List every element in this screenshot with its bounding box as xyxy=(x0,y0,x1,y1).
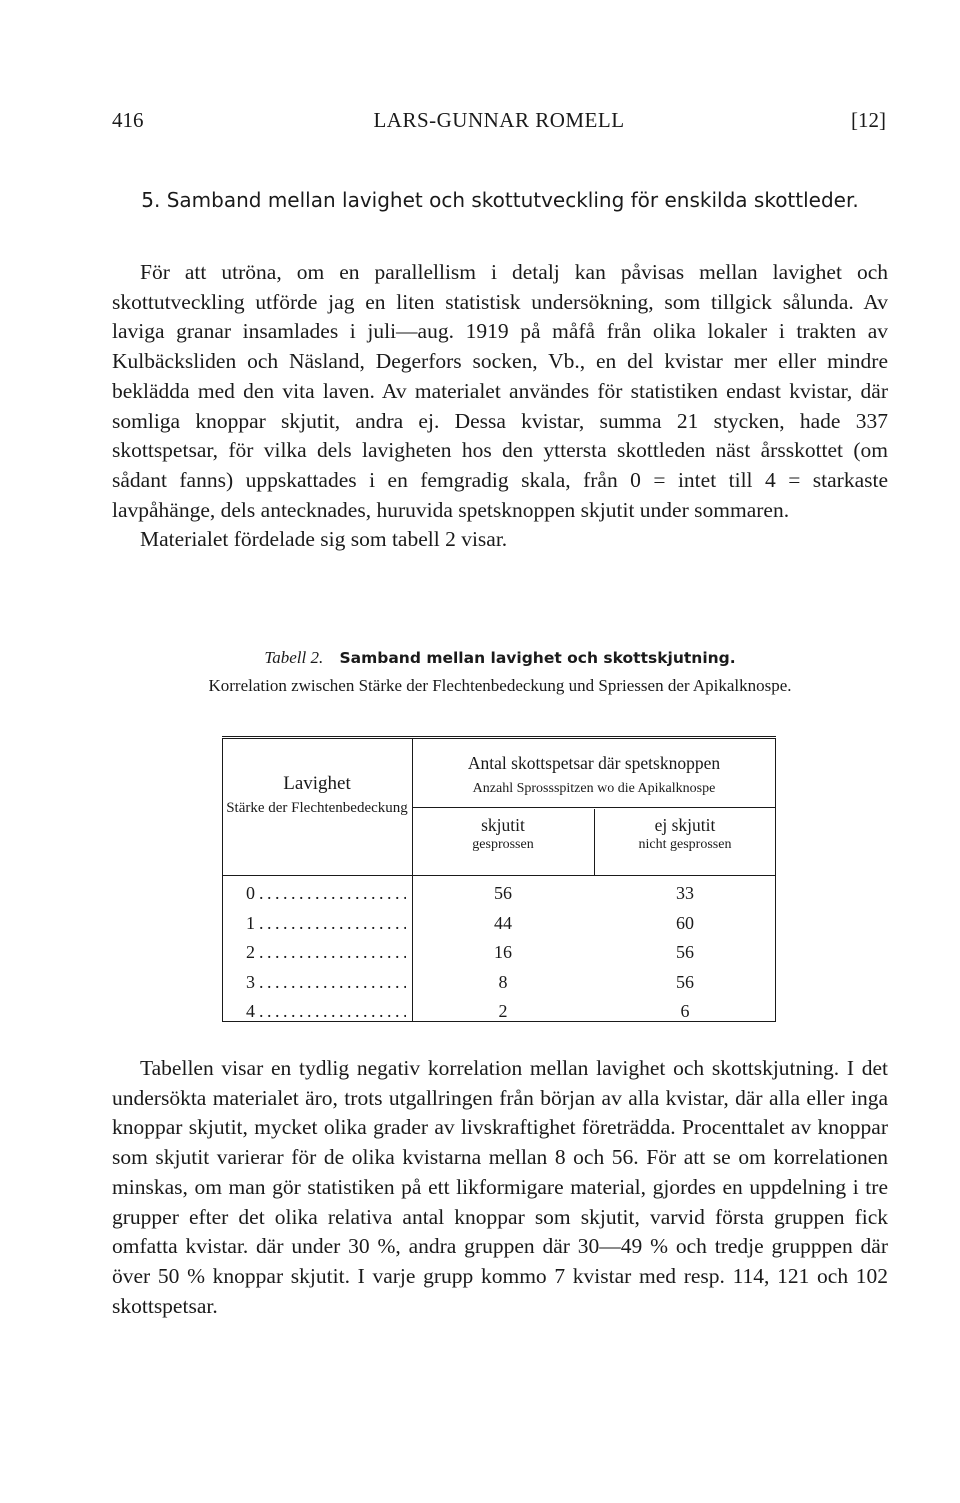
table-title: Samband mellan lavighet och skottskjutning. xyxy=(339,649,736,667)
lavighet-value: 3 . . . xyxy=(246,972,406,993)
section-heading: 5. Samband mellan lavighet och skottutveckling för enskilda skottleder. xyxy=(141,188,859,212)
page-number: 416 xyxy=(112,108,144,132)
paragraph-1-text: För att utröna, om en parallellism i detalj kan påvisas mellan lavighet och skottutveckling utförde jag en liten statistisk undersökning, som tillgick sålunda. Av laviga granar insamlades i juli—aug. 1919 på måfå från olika lokaler i trakten av Kulbäcksliden och Näsland, Degerfors socken, Vb., en del kvistar mer eller mindre beklädda med den vita laven. Av materialet användes för statistiken endast kvistar, där somliga knoppar skjutit, andra ej. Dessa kvistar, summa 21 stycken, hade 337 skottspetsar, för vilka dels lavigheten hos den yttersta skottleden näst årsskottet (om sådant fanns) uppskattades i en femgradig skala, från 0 = intet till 4 = starkaste lavpåhänge, dels antecknades, huruvida spetsknoppen skjutit under sommaren. xyxy=(112,260,888,522)
lavighet-value: 0 . . . xyxy=(246,883,406,904)
table-title-german: Korrelation zwischen Stärke der Flechtenbedeckung und Spriessen der Apikalknospe. xyxy=(208,676,792,695)
header-ej-skjutit-german: nicht gesprossen xyxy=(638,837,732,852)
section-reference: [12] xyxy=(851,108,886,132)
table-row xyxy=(222,909,776,939)
header-antal: Antal skottspetsar där spetsknoppen xyxy=(467,753,721,773)
skjutit-value: 56 xyxy=(494,883,512,903)
ej-skjutit-value: 56 xyxy=(676,971,694,992)
skjutit-value: 8 xyxy=(498,971,508,992)
header-skjutit-german: gesprossen xyxy=(472,837,534,852)
table-row xyxy=(222,879,776,909)
lavighet-value: 1 . . . xyxy=(246,913,406,934)
table-body xyxy=(222,879,776,1027)
ej-skjutit-value: 33 xyxy=(676,883,694,903)
ej-skjutit-value: 6 xyxy=(680,1001,690,1021)
header-skjutit: skjutit xyxy=(481,815,525,835)
table-caption xyxy=(112,646,888,698)
table-row xyxy=(222,938,776,968)
header-ej-skjutit: ej skjutit xyxy=(654,815,716,835)
header-antal-german: Anzahl Sprossspitzen wo die Apikalknospe xyxy=(472,781,716,796)
running-header xyxy=(112,108,886,142)
running-author: LARS-GUNNAR ROMELL xyxy=(373,108,625,132)
paragraph-2-text: Tabellen visar en tydlig negativ korrelation mellan lavighet och skottskjutning. I det undersökta materialet äro, trots utgallringen från början av alla kvistar, där alla eller inga knoppar skjutit, mycket olika grader av livskraftighet företrädda. Procenttalet av knoppar som skjutit varierar för de olika kvistarna mellan 8 och 56. För att se om korrelationen minskas, om man gör statistiken på ett likformigare material, gjordes en uppdelning i tre grupper efter det olika relativa antal knoppar som skjutit, varvid första gruppen fick omfatta kvistar. där under 30 %, andra gruppen där 30—49 % och tredje grupppen där över 50 % knoppar skjutit. I varje grupp kommo 7 kvistar med resp. 114, 121 och 102 skottspetsar. xyxy=(112,1056,888,1318)
skjutit-value: 2 xyxy=(498,1001,508,1021)
body-paragraph-2 xyxy=(112,1054,888,1321)
skjutit-value: 16 xyxy=(494,942,512,962)
data-table xyxy=(222,736,776,1022)
ej-skjutit-value: 60 xyxy=(676,912,694,933)
table-row xyxy=(222,968,776,998)
header-lavighet-german: Stärke der Flechtenbedeckung xyxy=(226,800,408,816)
body-paragraph-1 xyxy=(112,258,888,555)
table-label: Tabell 2. xyxy=(264,648,324,667)
lavighet-value: 4 . . . xyxy=(246,1001,406,1022)
lavighet-value: 2 . . . xyxy=(246,942,406,963)
ej-skjutit-value: 56 xyxy=(676,942,694,962)
header-lavighet: Lavighet xyxy=(283,773,351,794)
paragraph-1b-text: Materialet fördelade sig som tabell 2 visar. xyxy=(140,527,508,552)
table-row xyxy=(222,997,776,1027)
skjutit-value: 44 xyxy=(494,912,512,933)
